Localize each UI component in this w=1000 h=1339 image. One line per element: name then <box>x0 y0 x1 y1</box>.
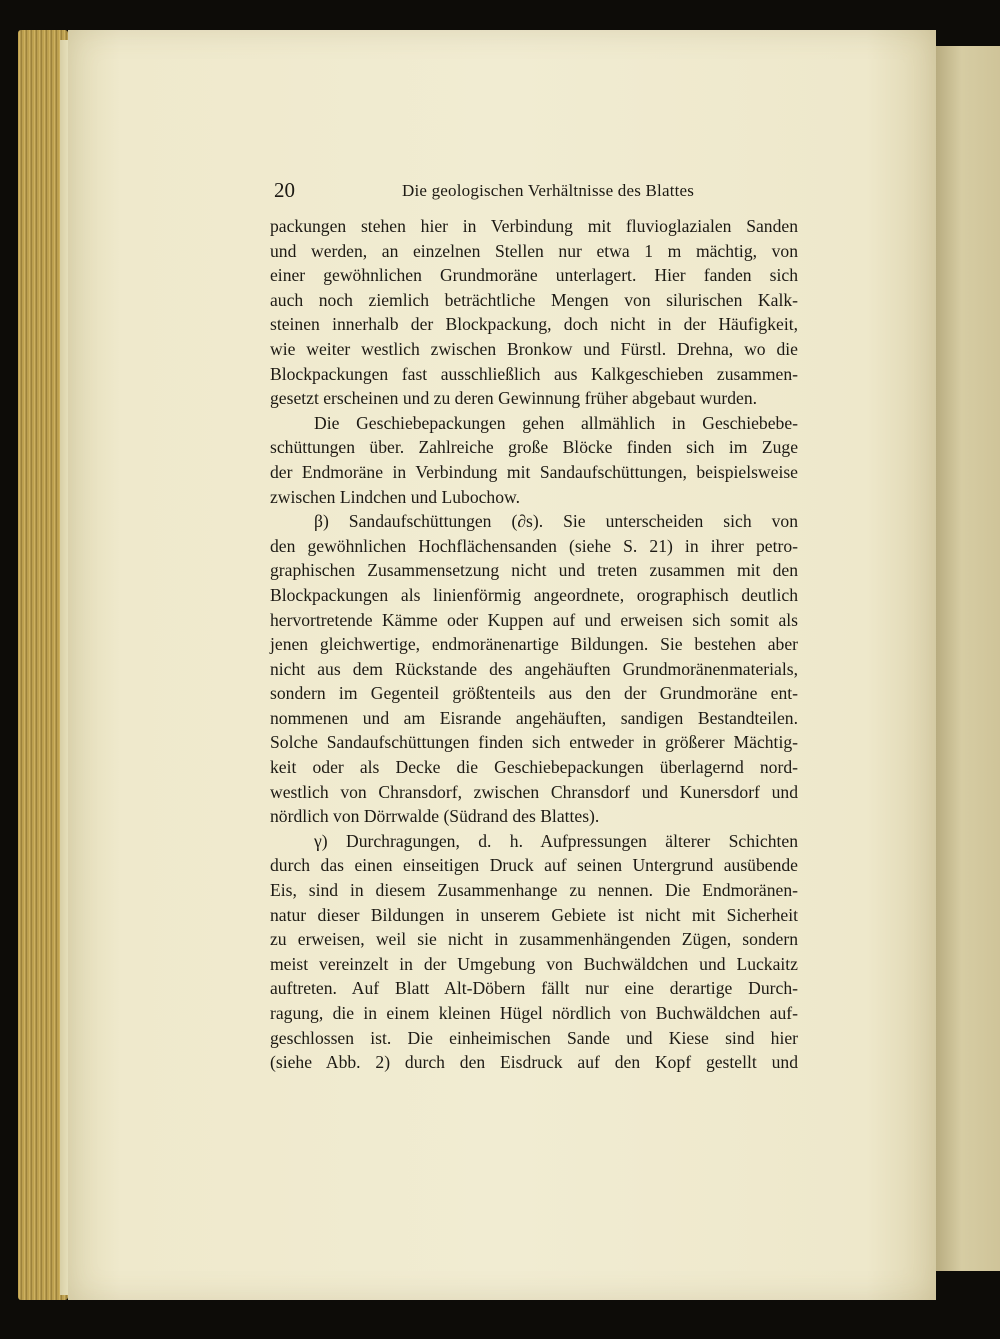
section-gamma-heading-line: γ) Durchragungen, d. h. Aufpressungen älterer Schichten <box>314 830 798 851</box>
text-line: sondern im Gegenteil größtenteils aus den der Grundmoräne ent- <box>270 683 798 704</box>
text-line: auch noch ziemlich beträchtliche Mengen von silurischen Kalk- <box>270 289 798 310</box>
running-title: Die geologischen Verhältnisse des Blattes <box>402 181 695 200</box>
text-line: Solche Sandaufschüttungen finden sich entweder in größerer Mächtig- <box>270 732 798 753</box>
text-line: graphischen Zusammensetzung nicht und treten zusammen mit den <box>270 560 798 581</box>
text-line: (siehe Abb. 2) durch den Eisdruck auf den Kopf gestellt und <box>270 1052 798 1073</box>
body-text <box>270 214 798 1075</box>
text-line: nicht aus dem Rückstande des angehäuften Grundmoränenmaterials, <box>270 658 798 679</box>
section-beta-heading-line: β) Sandaufschüttungen (∂s). Sie unterscheiden sich von <box>314 511 798 532</box>
text-line: wie weiter westlich zwischen Bronkow und Fürstl. Drehna, wo die <box>270 338 798 359</box>
page-header <box>274 176 794 204</box>
page-number: 20 <box>274 178 295 202</box>
text-line: nördlich von Dörrwalde (Südrand des Blattes). <box>270 806 600 827</box>
text-line: ragung, die in einem kleinen Hügel nördlich von Buchwäldchen auf- <box>270 1003 798 1023</box>
paragraph-start-line: Die Geschiebepackungen gehen allmählich in Geschiebebe- <box>314 412 798 433</box>
text-line: der Endmoräne in Verbindung mit Sandaufschüttungen, beispielsweise <box>270 461 798 482</box>
text-line: zu erweisen, weil sie nicht in zusammenhängenden Zügen, sondern <box>270 929 798 950</box>
text-line: schüttungen über. Zahlreiche große Blöcke finden sich im Zuge <box>270 437 798 458</box>
text-line: hervortretende Kämme oder Kuppen auf und erweisen sich somit als <box>270 609 798 630</box>
text-line: packungen stehen hier in Verbindung mit fluvioglazialen Sanden <box>270 216 798 236</box>
text-line: einer gewöhnlichen Grundmoräne unterlagert. Hier fanden sich <box>270 265 798 286</box>
text-line: keit oder als Decke die Geschiebepackungen überlagernd nord- <box>270 757 798 778</box>
text-line: den gewöhnlichen Hochflächensanden (siehe S. 21) in ihrer petro- <box>270 535 798 556</box>
text-line: meist vereinzelt in der Umgebung von Buchwäldchen und Luckaitz <box>270 953 798 974</box>
text-line: geschlossen ist. Die einheimischen Sande und Kiese sind hier <box>270 1027 798 1048</box>
text-line: jenen gleichwertige, endmoränenartige Bildungen. Sie bestehen aber <box>270 634 798 655</box>
text-line: gesetzt erscheinen und zu deren Gewinnung früher abgebaut wurden. <box>270 388 758 409</box>
text-line: westlich von Chransdorf, zwischen Chransdorf und Kunersdorf und <box>270 781 798 802</box>
text-line: Blockpackungen fast ausschließlich aus Kalkgeschieben zusammen- <box>270 363 798 384</box>
text-line: natur dieser Bildungen in unserem Gebiete ist nicht mit Sicherheit <box>270 904 798 925</box>
next-page-edge <box>936 46 1000 1271</box>
text-line: Eis, sind in diesem Zusammenhange zu nennen. Die Endmoränen- <box>270 880 798 901</box>
text-line: nommenen und am Eisrande angehäuften, sandigen Bestandteilen. <box>270 707 798 728</box>
text-line: durch das einen einseitigen Druck auf seinen Untergrund ausübende <box>270 855 798 876</box>
text-line: zwischen Lindchen und Lubochow. <box>270 486 520 507</box>
text-line: steinen innerhalb der Blockpackung, doch nicht in der Häufigkeit, <box>270 314 798 335</box>
text-line: und werden, an einzelnen Stellen nur etwa 1 m mächtig, von <box>270 240 798 261</box>
text-line: Blockpackungen als linienförmig angeordnete, orographisch deutlich <box>270 584 798 605</box>
text-line: auftreten. Auf Blatt Alt-Döbern fällt nur eine derartige Durch- <box>270 978 798 999</box>
